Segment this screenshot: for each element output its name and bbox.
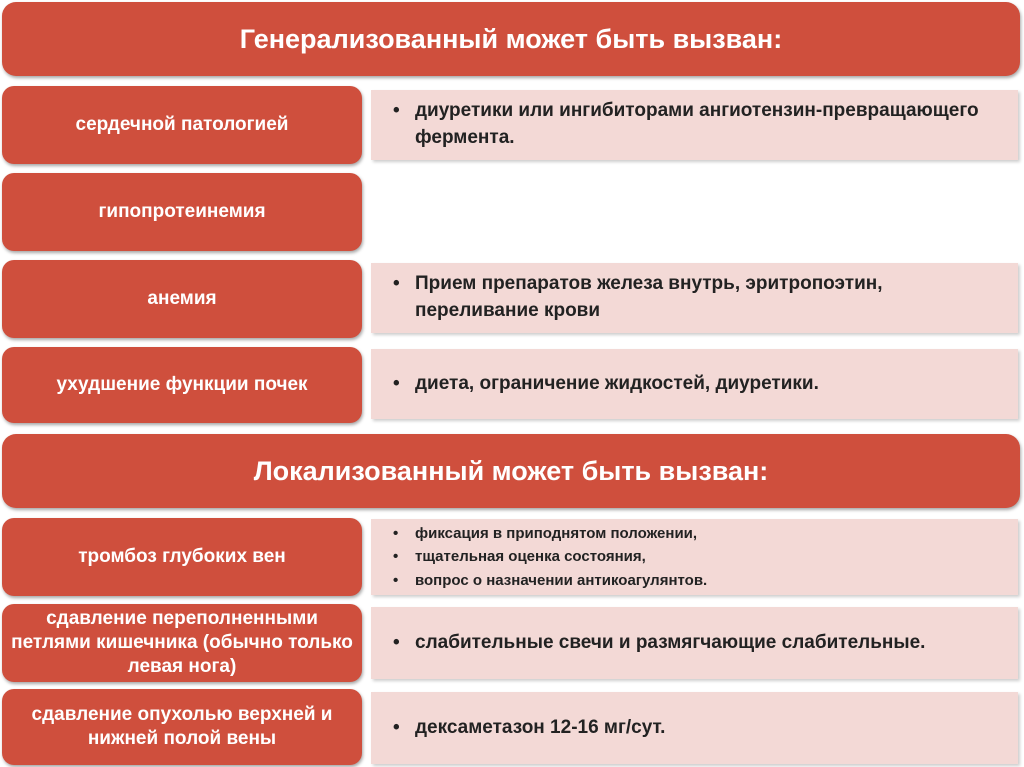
row-panel-anemia bbox=[371, 263, 1018, 333]
row-panel-kidney bbox=[371, 349, 1018, 419]
row-label-tumor-compression: сдавление опухолью верхней и нижней полой вены bbox=[2, 689, 362, 765]
localized-header bbox=[2, 434, 1020, 508]
row-label-dvt: тромбоз глубоких вен bbox=[2, 518, 362, 596]
bullet-item: • дексаметазон 12-16 мг/сут. bbox=[393, 715, 998, 742]
bullet-item: • диуретики или ингибиторами ангиотензин-превращающего фермента. bbox=[393, 98, 998, 151]
row-panel-dvt bbox=[371, 519, 1018, 595]
bullet-item: • тщательная оценка состояния, bbox=[393, 545, 998, 568]
bullet-item: • вопрос о назначении антикоагулянтов. bbox=[393, 569, 998, 592]
bullet-item: • диета, ограничение жидкостей, диуретики. bbox=[393, 371, 998, 398]
generalized-title: Генерализованный может быть вызван: bbox=[239, 23, 783, 54]
row-panel-cardiac bbox=[371, 90, 1018, 160]
row-label-anemia: анемия bbox=[2, 260, 362, 338]
row-panel-tumor-compression bbox=[371, 692, 1018, 764]
bullet-item: • Прием препаратов железа внутрь, эритропоэтин, переливание крови bbox=[393, 271, 998, 324]
row-label-hypoproteinemia: гипопротеинемия bbox=[2, 173, 362, 251]
bullet-item: • фиксация в приподнятом положении, bbox=[393, 522, 998, 545]
row-label-bowel-compression: сдавление переполненными петлями кишечника (обычно только левая нога) bbox=[2, 604, 362, 682]
row-label-kidney: ухудшение функции почек bbox=[2, 347, 362, 423]
row-label-cardiac: сердечной патологией bbox=[2, 86, 362, 164]
localized-title: Локализованный может быть вызван: bbox=[253, 455, 769, 486]
bullet-item: • слабительные свечи и размягчающие слабительные. bbox=[393, 630, 998, 657]
generalized-header bbox=[2, 2, 1020, 76]
row-panel-bowel-compression bbox=[371, 607, 1018, 679]
